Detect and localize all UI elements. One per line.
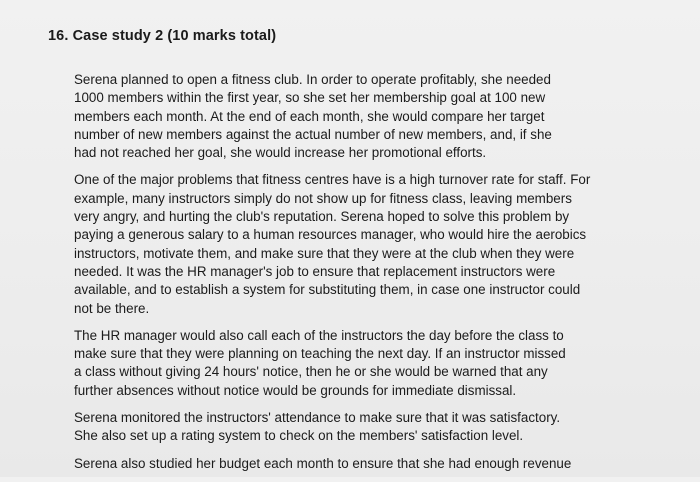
- text-line: Serena planned to open a fitness club. In order to operate profitably, she needed: [74, 72, 551, 87]
- text-line: instructors, motivate them, and make sure that they were at the club when they were: [74, 245, 575, 261]
- paragraph-turnover: [74, 171, 594, 317]
- text-line: Serena monitored the instructors' attendance to make sure that it was satisfactory.: [74, 410, 561, 426]
- text-line: available, and to establish a system for substituting them, in case one instructor could: [74, 282, 581, 298]
- text-line: example, many instructors simply do not show up for fitness class, leaving members: [74, 190, 572, 206]
- text-line: The HR manager would also call each of the instructors the day before the class to: [74, 327, 564, 343]
- paragraph-budget: [74, 455, 594, 473]
- text-line: a class without giving 24 hours' notice, then he or she would be warned that any: [74, 364, 548, 380]
- text-line: One of the major problems that fitness centres have is a high turnover rate for staff. For: [74, 172, 591, 188]
- text-line: paying a generous salary to a human resources manager, who would hire the aerobics: [74, 227, 587, 243]
- question-title: 16. Case study 2 (10 marks total): [48, 28, 277, 44]
- text-line: needed. It was the HR manager's job to ensure that replacement instructors were: [74, 263, 556, 279]
- text-line: further absences without notice would be grounds for immediate dismissal.: [74, 382, 517, 398]
- text-line: 1000 members within the first year, so she set her membership goal at 100 new: [74, 90, 546, 106]
- text-line: make sure that they were planning on teaching the next day. If an instructor missed: [74, 346, 566, 362]
- text-line: not be there.: [74, 300, 150, 316]
- text-line: had not reached her goal, she would increase her promotional efforts.: [74, 145, 487, 161]
- text-line: Serena also studied her budget each month to ensure that she had enough revenue: [74, 455, 572, 471]
- case-study-body: [74, 71, 594, 482]
- paragraph-monitoring: [74, 409, 594, 446]
- text-line: very angry, and hurting the club's reputation. Serena hoped to solve this problem by: [74, 209, 570, 225]
- text-line: number of new members against the actual number of new members, and, if she: [74, 126, 552, 142]
- text-line: She also set up a rating system to check on the members' satisfaction level.: [74, 428, 524, 444]
- paragraph-goal: [74, 71, 594, 162]
- text-line: members each month. At the end of each month, she would compare her target: [74, 108, 545, 124]
- paragraph-hr-manager: [74, 327, 594, 400]
